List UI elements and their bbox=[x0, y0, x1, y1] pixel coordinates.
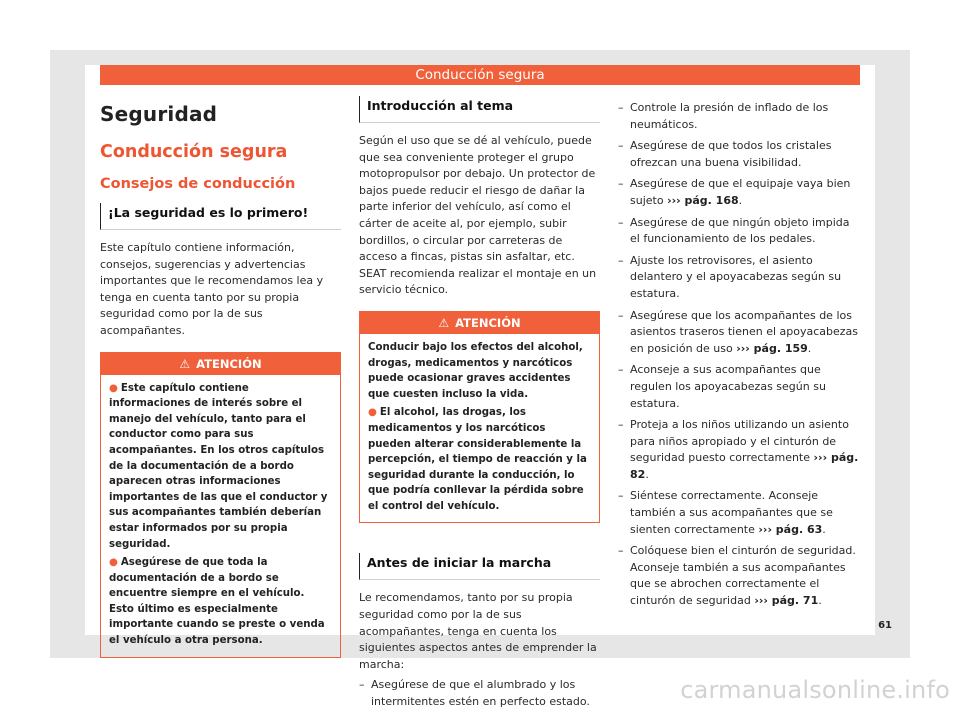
topic-heading: Antes de iniciar la marcha bbox=[359, 553, 600, 580]
list-item: – Colóquese bien el cinturón de seguridad. Aconseje también a sus acompañantes que se abrochen correctamente el cinturón de seguridad ››› pág. 71. bbox=[618, 544, 856, 608]
warning-header bbox=[101, 353, 340, 375]
subchapter-title: Consejos de conducción bbox=[100, 176, 296, 192]
dash-icon: – bbox=[618, 544, 624, 558]
list-item: – Asegúrese de que ningún objeto impida el funcionamiento de los pedales. bbox=[618, 215, 850, 246]
list-item: – Ajuste los retrovisores, el asiento delantero y el apoyacabezas según su estatura. bbox=[618, 253, 842, 300]
page-reference-link[interactable]: ››› pág. 63 bbox=[758, 522, 823, 536]
watermark: carmanualsonline.info bbox=[680, 676, 950, 704]
column-right bbox=[618, 100, 859, 615]
dash-icon: – bbox=[618, 363, 624, 377]
section-title: Seguridad bbox=[100, 102, 218, 126]
warning-item: ● Este capítulo contiene informaciones de interés sobre el manejo del vehículo, tanto para el conductor como para sus acompañantes. En los otros capítulos de la documentación de a bordo aparecen otras informaciones importantes de las que el conductor y sus acompañantes también deberían estar informados por su propia seguridad. bbox=[109, 382, 328, 550]
warning-triangle-icon: ⚠ bbox=[438, 315, 450, 330]
page-reference-link[interactable]: ››› pág. 82 bbox=[630, 451, 859, 481]
dash-icon: – bbox=[618, 215, 624, 229]
warning-box bbox=[359, 311, 600, 524]
dash-icon: – bbox=[618, 308, 624, 322]
bullet-icon: ● bbox=[109, 382, 118, 394]
warning-title: ATENCIÓN bbox=[196, 356, 262, 371]
topic-heading: Introducción al tema bbox=[359, 96, 600, 123]
checklist bbox=[359, 677, 600, 708]
paragraph: Le recomendamos, tanto por su propia seguridad como por la de sus acompañantes, tenga en cuenta los siguientes aspectos antes de emprender la marcha: bbox=[359, 591, 597, 671]
dash-icon: – bbox=[618, 489, 624, 503]
warning-title: ATENCIÓN bbox=[455, 315, 521, 330]
page-reference-link[interactable]: ››› pág. 168 bbox=[667, 193, 739, 207]
warning-lead: Conducir bajo los efectos del alcohol, drogas, medicamentos y narcóticos puede ocasionar graves accidentes que cuesten incluso la vida. bbox=[368, 341, 583, 400]
dash-icon: – bbox=[618, 101, 624, 114]
checklist bbox=[618, 100, 859, 610]
intro-paragraph: Este capítulo contiene información, consejos, sugerencias y advertencias importantes que le recomendamos lea y tenga en cuenta tanto por su propia seguridad como por la de sus acompañantes. bbox=[100, 241, 324, 337]
warning-header bbox=[360, 312, 599, 334]
dash-icon: – bbox=[359, 678, 365, 692]
list-item: – Asegúrese de que el equipaje vaya bien sujeto ››› pág. 168. bbox=[618, 177, 851, 207]
dash-icon: – bbox=[618, 418, 624, 432]
list-item: – Asegúrese de que todos los cristales ofrezcan una buena visibilidad. bbox=[618, 139, 832, 169]
list-item: – Siéntese correctamente. Aconseje también a sus acompañantes que se sienten correctamente ››› pág. 63. bbox=[618, 489, 833, 536]
list-item: – Aconseje a sus acompañantes que regulen los apoyacabezas según su estatura. bbox=[618, 363, 826, 410]
column-left bbox=[100, 96, 341, 658]
dash-icon: – bbox=[618, 139, 624, 153]
warning-item: ● Asegúrese de que toda la documentación de a bordo se encuentre siempre en el vehículo. Esto último es especialmente importante cuando se preste o venda el vehículo a otra persona. bbox=[109, 557, 325, 647]
topic-heading: ¡La seguridad es lo primero! bbox=[100, 203, 341, 230]
bullet-icon: ● bbox=[109, 557, 118, 569]
warning-box bbox=[100, 352, 341, 658]
list-item: – Controle la presión de inflado de los neumáticos. bbox=[618, 101, 829, 131]
bullet-icon: ● bbox=[368, 407, 377, 419]
running-header: Conducción segura bbox=[100, 65, 860, 85]
warning-body bbox=[360, 334, 599, 523]
dash-icon: – bbox=[618, 177, 624, 191]
page-reference-link[interactable]: ››› pág. 159 bbox=[736, 341, 808, 355]
warning-body bbox=[101, 375, 340, 657]
list-item: – Asegúrese de que el alumbrado y los intermitentes estén en perfecto estado. bbox=[359, 678, 590, 708]
warning-triangle-icon: ⚠ bbox=[179, 356, 191, 371]
page-reference-link[interactable]: ››› pág. 71 bbox=[754, 594, 819, 608]
list-item: – Proteja a los niños utilizando un asiento para niños apropiado y el cinturón de seguridad puesto correctamente ››› pág. 82. bbox=[618, 418, 859, 481]
list-item: – Asegúrese que los acompañantes de los asientos traseros tienen el apoyacabezas en posición de uso ››› pág. 159. bbox=[618, 308, 859, 355]
page-number: 61 bbox=[878, 620, 892, 631]
paragraph: Según el uso que se dé al vehículo, puede que sea conveniente proteger el grupo motopropulsor por debajo. Un protector de bajos puede reducir el riesgo de dañar la parte inferior del vehículo, así como el cárter de aceite al, por ejemplo, subir bordillos, o circular por carreteras de acceso a fincas, pistas sin asfaltar, etc. SEAT recomienda realizar el montaje en un servicio técnico. bbox=[359, 134, 597, 297]
column-middle bbox=[359, 96, 600, 708]
warning-item: ● El alcohol, las drogas, los medicamentos y los narcóticos pueden alterar considerablemente la percepción, el tiempo de reacción y la seguridad durante la conducción, lo que podría conllevar la pérdida sobre el control del vehículo. bbox=[368, 407, 587, 512]
dash-icon: – bbox=[618, 253, 624, 267]
chapter-title: Conducción segura bbox=[100, 142, 288, 162]
